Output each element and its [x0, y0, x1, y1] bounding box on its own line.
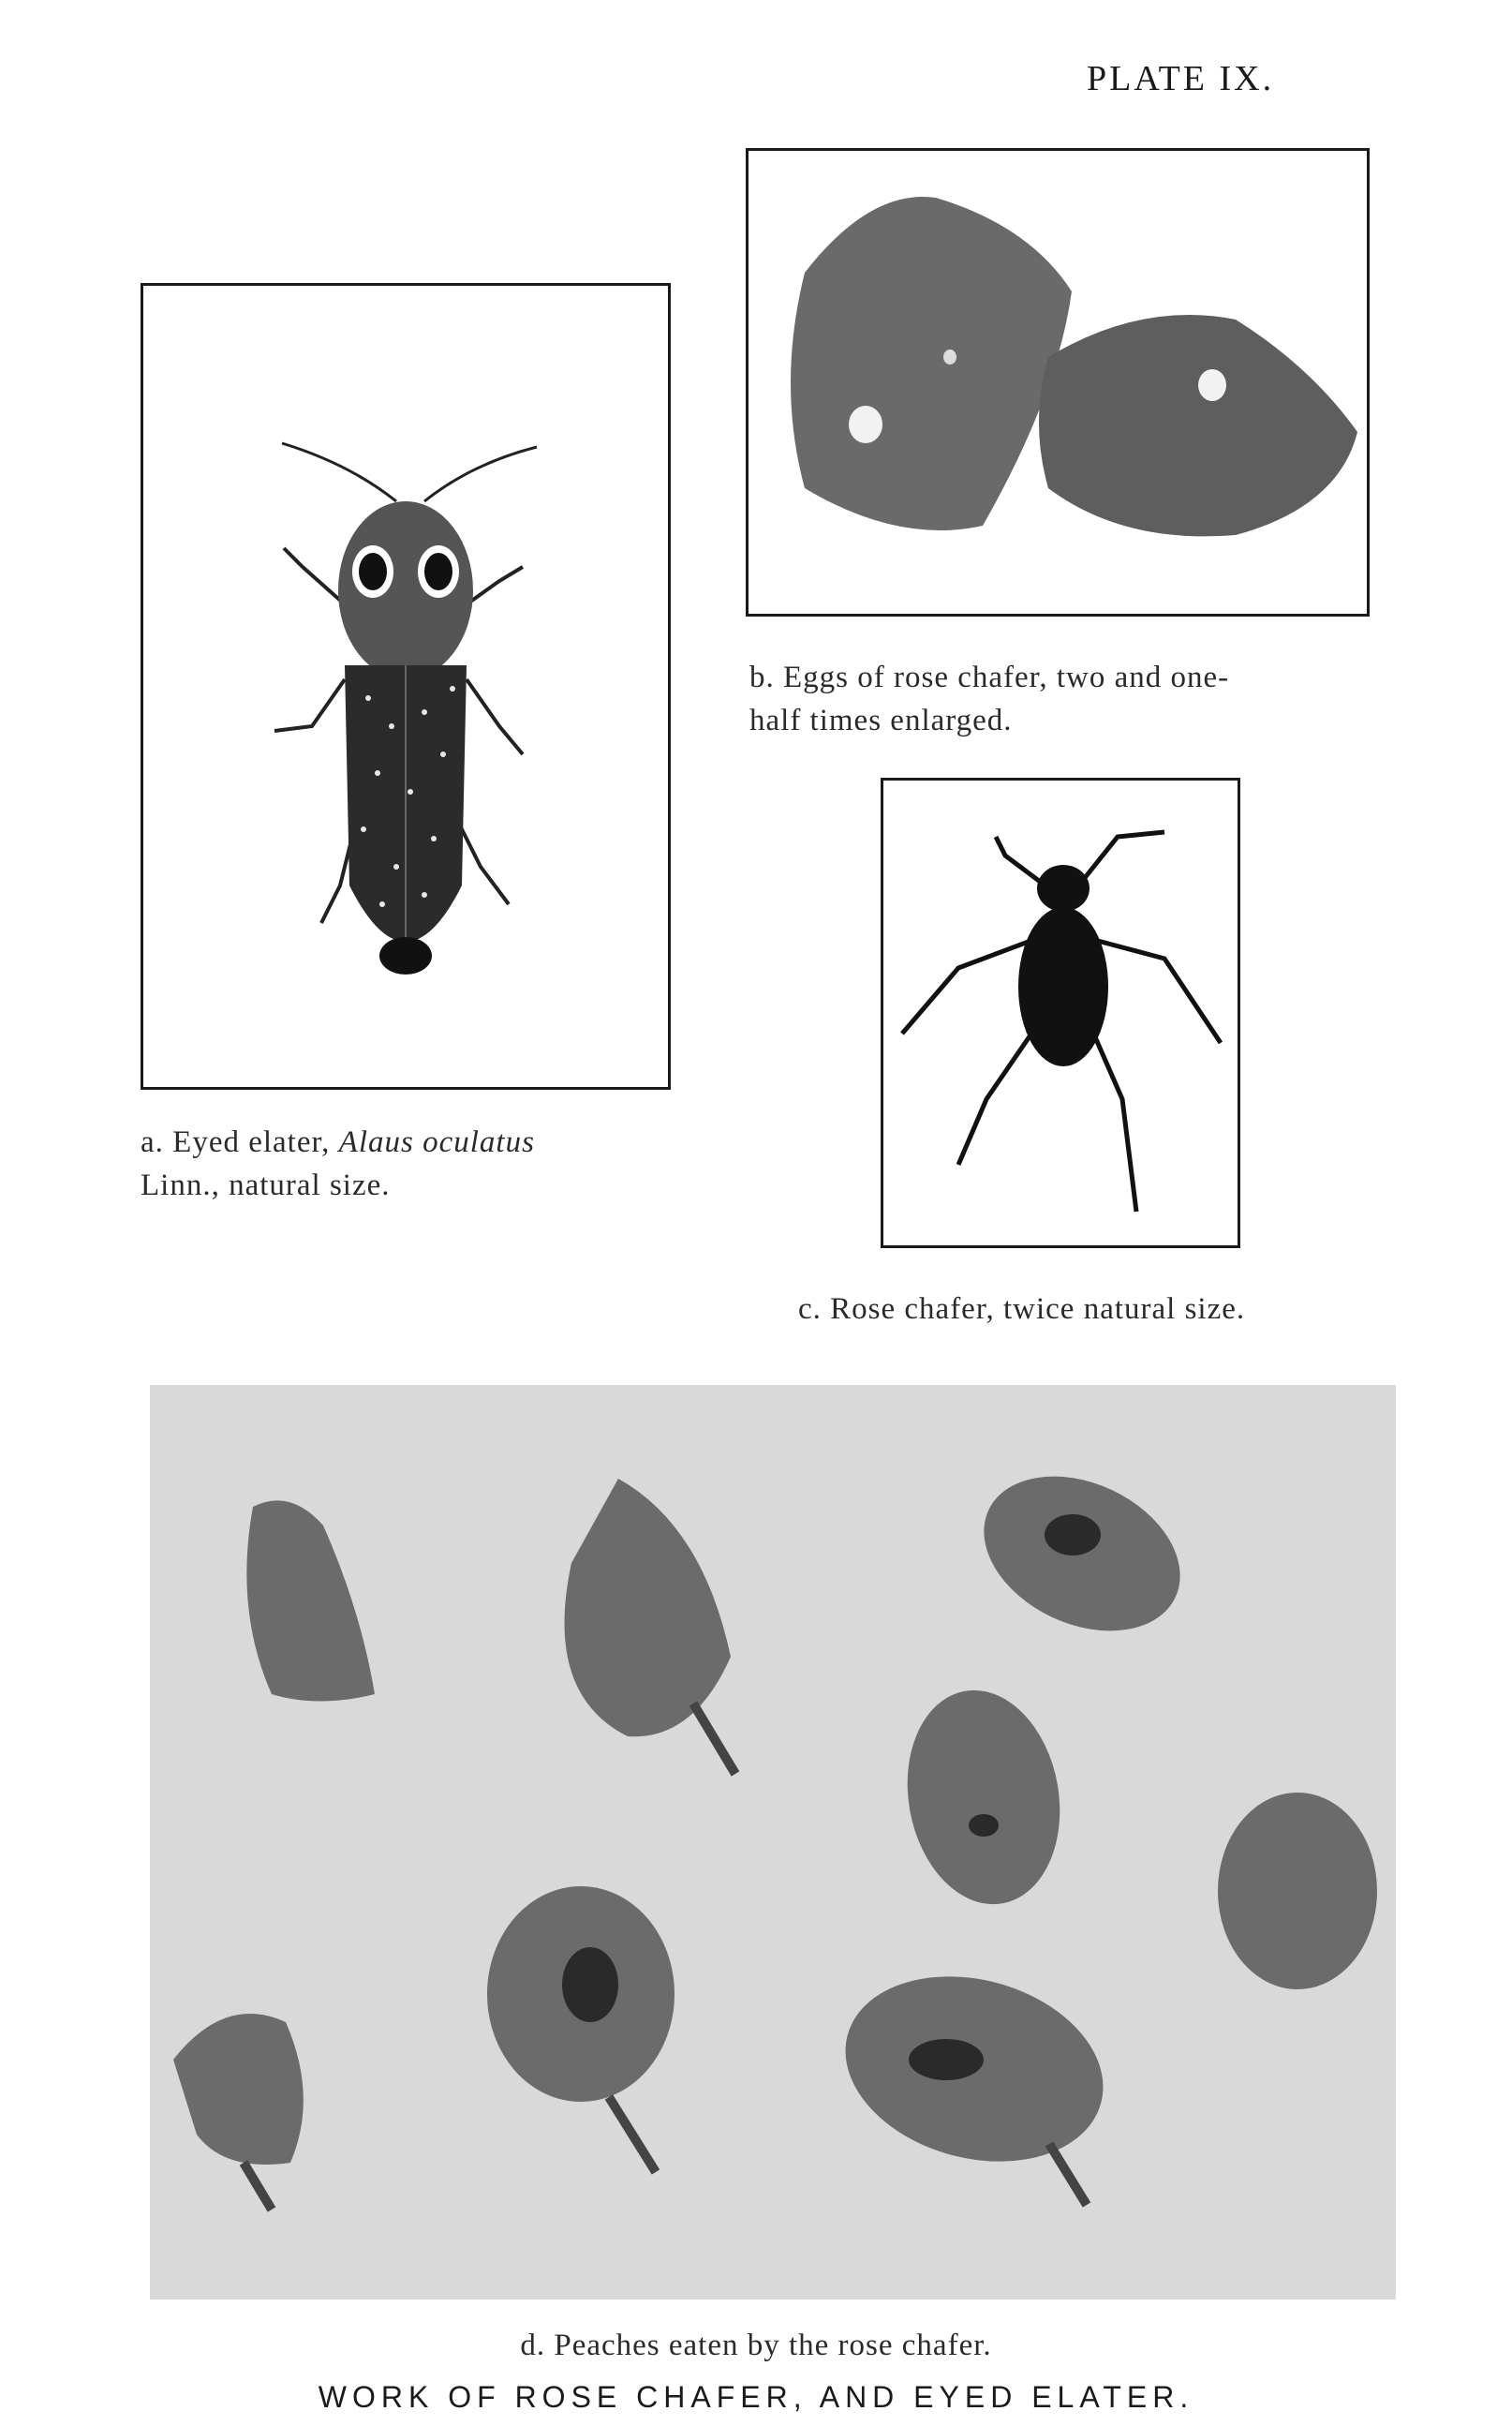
figure-b-caption-line1: b. Eggs of rose chafer, two and one- — [749, 661, 1230, 694]
figure-a-scientific-name: Alaus oculatus — [338, 1125, 535, 1159]
figure-c-caption: c. Rose chafer, twice natural size. — [798, 1292, 1246, 1326]
figure-b-caption-line2: half times enlarged. — [749, 704, 1013, 737]
figure-a-letter: a. — [141, 1125, 164, 1159]
figure-d-caption: d. Peaches eaten by the rose chafer. — [520, 2329, 992, 2362]
figure-a-eyed-elater-photo — [141, 283, 671, 1090]
figure-c-rose-chafer-photo — [881, 778, 1240, 1248]
figure-b-caption — [749, 656, 1386, 742]
eggs-image — [749, 151, 1367, 614]
plate-title: WORK OF ROSE CHAFER, AND EYED ELATER. — [318, 2380, 1194, 2414]
rose-chafer-image — [883, 781, 1238, 1245]
plate-number: PLATE IX. — [1087, 59, 1275, 98]
eyed-elater-image — [143, 286, 668, 1087]
figure-a-caption-suffix: Linn., natural size. — [141, 1168, 391, 1202]
figure-d-peaches-photo — [150, 1385, 1396, 2299]
figure-a-caption — [141, 1121, 703, 1207]
peaches-image — [150, 1385, 1396, 2299]
figure-b-eggs-photo — [746, 148, 1370, 617]
figure-a-caption-prefix: Eyed elater, — [172, 1125, 331, 1159]
